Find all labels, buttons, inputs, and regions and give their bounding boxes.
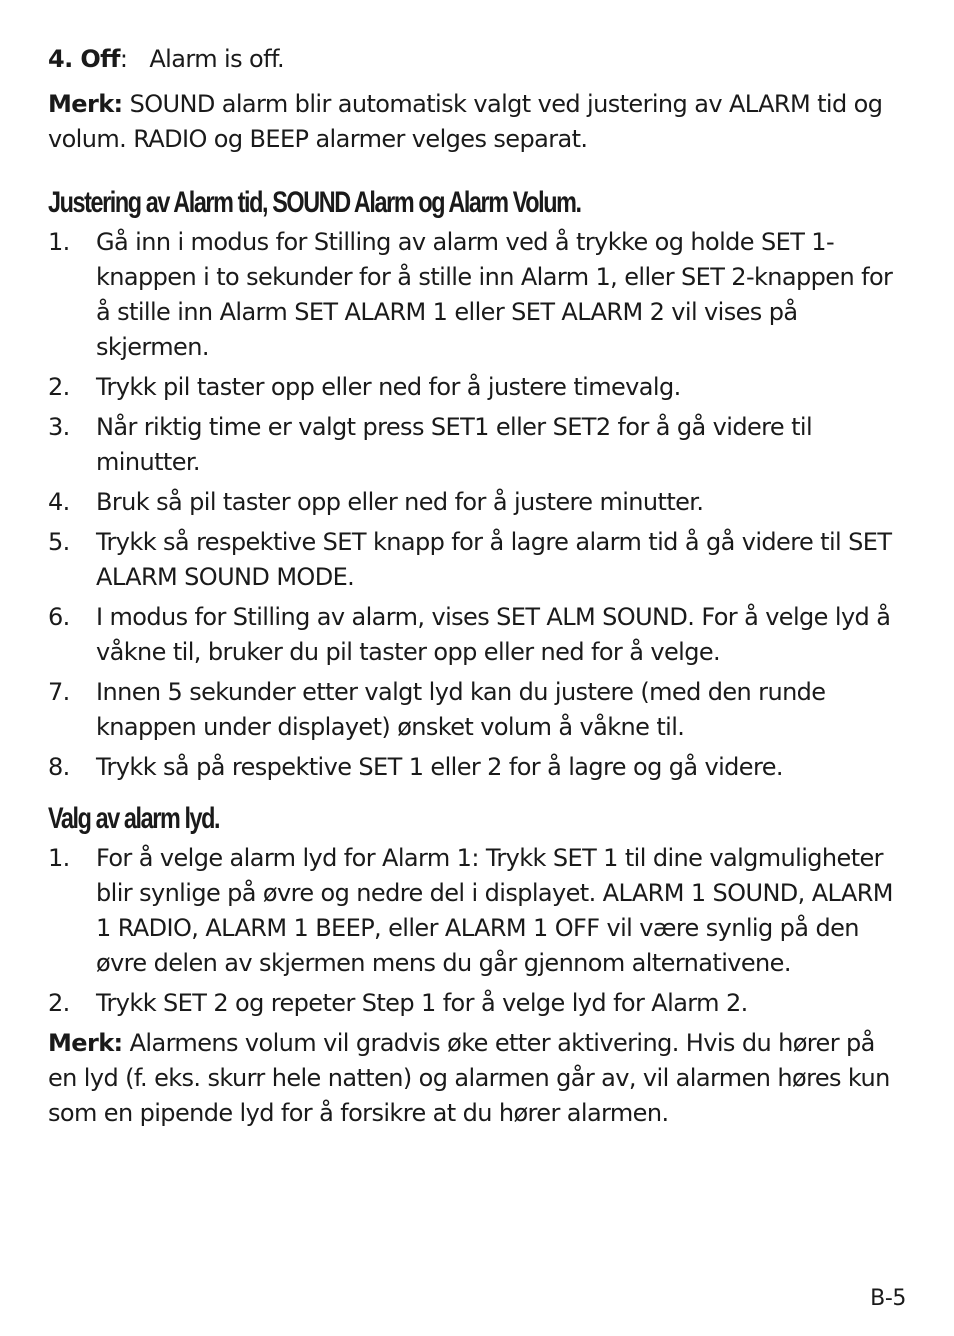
step-number: 5.: [48, 528, 70, 556]
step-number: 3.: [48, 413, 70, 441]
step-text: Bruk så pil taster opp eller ned for å justere minutter.: [96, 488, 704, 516]
note-text: Alarmens volum vil gradvis øke etter aktivering. Hvis du hører på en lyd (f. eks. skurr hele natten) og alarmen går av, vil alarmen høres kun som en pipende lyd for å forsikre at du hører alarmen.: [48, 1029, 890, 1127]
step-number: 1.: [48, 228, 70, 256]
section-heading-adjust-alarm: Justering av Alarm tid, SOUND Alarm og Alarm Volum.: [48, 186, 581, 219]
alarm-off-line: [48, 42, 910, 77]
step-number: 4.: [48, 488, 70, 516]
step-text: Når riktig time er valgt press SET1 eller SET2 for å gå videre til minutter.: [96, 413, 813, 476]
step-number: 2.: [48, 989, 70, 1017]
list-item: [48, 600, 910, 670]
list-item: [48, 225, 910, 365]
note-sound-alarm: [48, 87, 910, 157]
step-number: 1.: [48, 844, 70, 872]
step-text: For å velge alarm lyd for Alarm 1: Trykk SET 1 til dine valgmuligheter blir synlige på øvre og nedre del i displayet. ALARM 1 SOUND, ALARM 1 RADIO, ALARM 1 BEEP, eller ALARM 1 OFF vil være synlig på den øvre delen av skjermen mens du går gjennom alternativene.: [96, 844, 893, 977]
step-text: Trykk pil taster opp eller ned for å justere timevalg.: [96, 373, 681, 401]
step-number: 2.: [48, 373, 70, 401]
list-item: [48, 410, 910, 480]
adjust-alarm-steps: [48, 225, 910, 785]
step-text: Innen 5 sekunder etter valgt lyd kan du justere (med den runde knappen under displayet) ønsket volum å våkne til.: [96, 678, 826, 741]
section-heading-alarm-sound: Valg av alarm lyd.: [48, 802, 220, 835]
step-number: 7.: [48, 678, 70, 706]
page-number: B-5: [870, 1286, 906, 1311]
list-item: [48, 525, 910, 595]
list-item: [48, 370, 910, 405]
list-item: [48, 841, 910, 981]
alarm-sound-steps: [48, 841, 910, 1021]
step-number: 8.: [48, 753, 70, 781]
step-text: I modus for Stilling av alarm, vises SET ALM SOUND. For å velge lyd å våkne til, bruker du pil taster opp eller ned for å velge.: [96, 603, 891, 666]
alarm-off-label: 4. Off: [48, 45, 120, 73]
note-text: SOUND alarm blir automatisk valgt ved justering av ALARM tid og volum. RADIO og BEEP alarmer velges separat.: [48, 90, 883, 153]
step-text: Trykk så respektive SET knapp for å lagre alarm tid å gå videre til SET ALARM SOUND MODE.: [96, 528, 892, 591]
step-text: Gå inn i modus for Stilling av alarm ved å trykke og holde SET 1-knappen i to sekunder for å stille inn Alarm 1, eller SET 2-knappen for å stille inn Alarm SET ALARM 1 eller SET ALARM 2 vil vises på skjermen.: [96, 228, 893, 361]
list-item: [48, 675, 910, 745]
alarm-off-text: Alarm is off.: [149, 45, 285, 73]
note-label: Merk:: [48, 1029, 123, 1057]
manual-page: [48, 42, 910, 1131]
note-volume: [48, 1026, 910, 1131]
note-label: Merk:: [48, 90, 123, 118]
list-item: [48, 750, 910, 785]
step-text: Trykk SET 2 og repeter Step 1 for å velge lyd for Alarm 2.: [96, 989, 748, 1017]
step-number: 6.: [48, 603, 70, 631]
alarm-off-colon: :: [119, 45, 128, 73]
list-item: [48, 485, 910, 520]
step-text: Trykk så på respektive SET 1 eller 2 for å lagre og gå videre.: [96, 753, 783, 781]
list-item: [48, 986, 910, 1021]
